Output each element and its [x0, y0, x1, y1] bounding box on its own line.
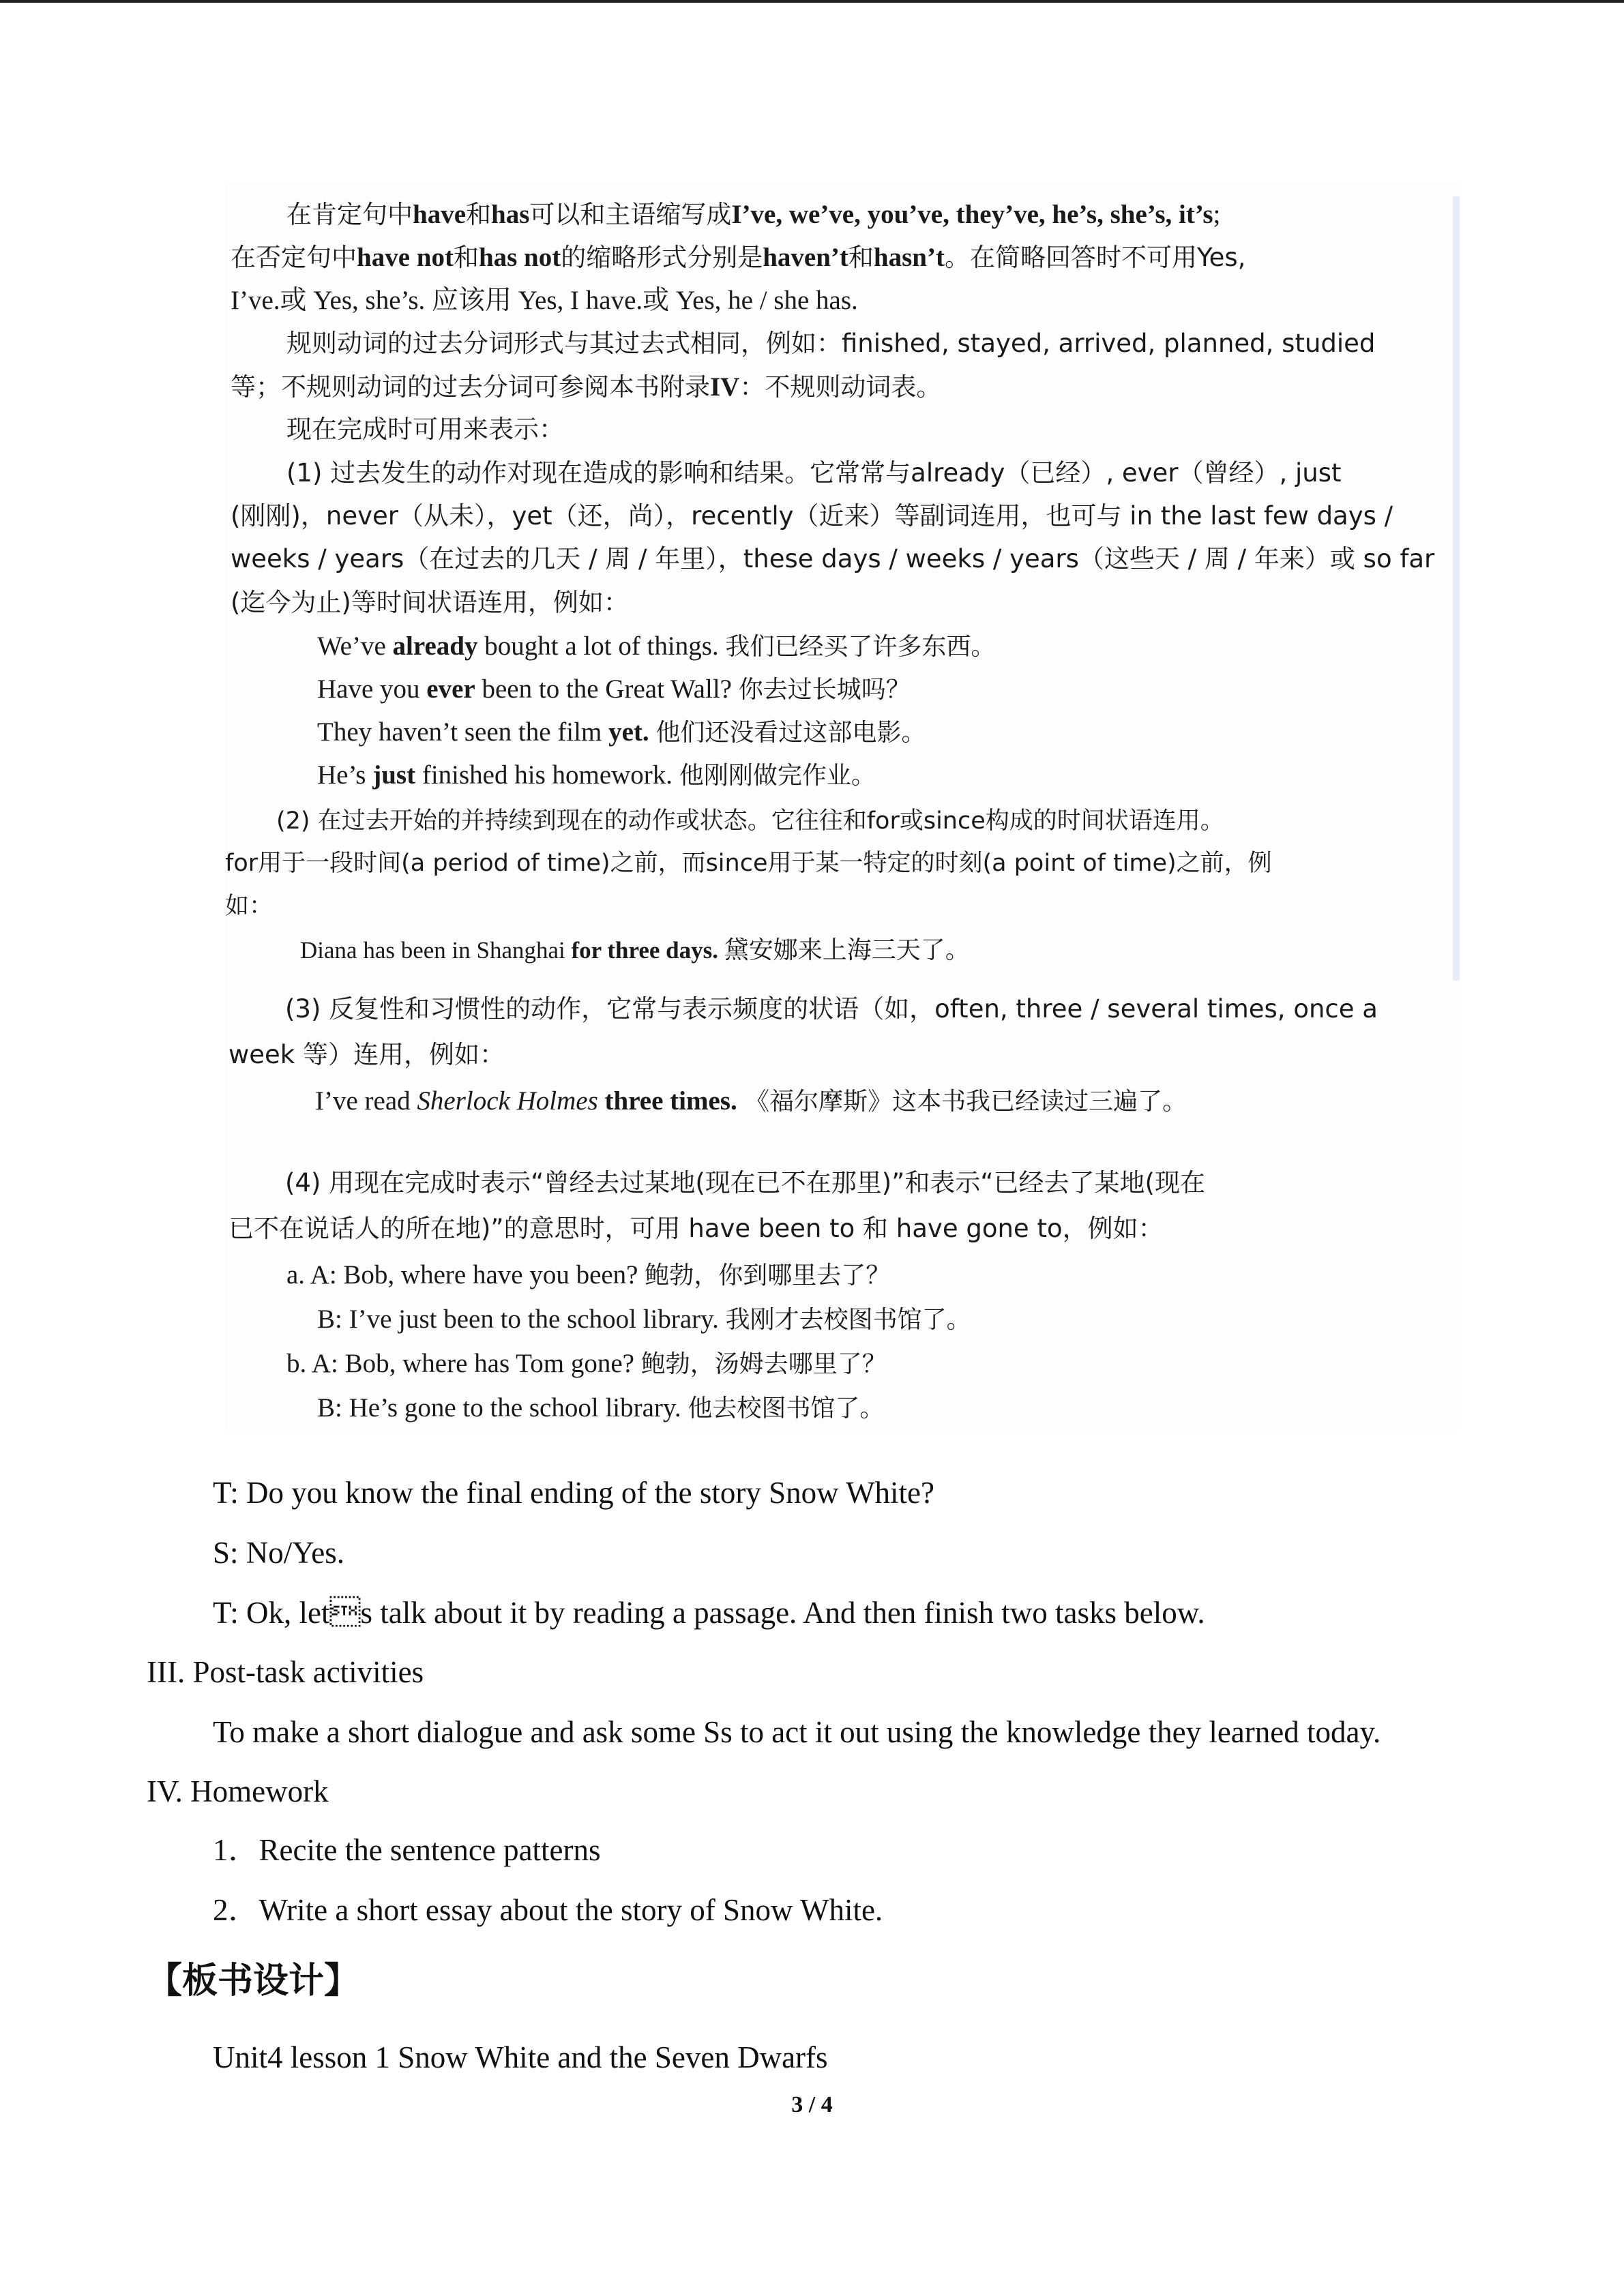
grammar-line-15: week 等）连用，例如： — [228, 1040, 505, 1069]
example-a-answer: B: I’ve just been to the school library. 我刚才去校图书馆了。 — [317, 1304, 971, 1334]
grammar-line-8: (刚刚)，never（从未），yet（还，尚），recently（近来）等副词连用，也可与 in the last few days / — [231, 501, 1393, 531]
section-homework-heading: IV. Homework — [147, 1774, 329, 1808]
scan-edge-shading — [1453, 196, 1460, 981]
grammar-line-9: weeks / years（在过去的几天 / 周 / 年里），these days / weeks / years（这些天 / 周 / 年来）或 so far — [231, 544, 1435, 573]
grammar-line-10: (迄今为止)等时间状语连用，例如： — [231, 588, 629, 617]
blackboard-design-heading: 【板书设计】 — [147, 1960, 360, 2001]
post-task-description: To make a short dialogue and ask some Ss to act it out using the knowledge they learned today. — [213, 1715, 1381, 1749]
homework-item-1: 1．Recite the sentence patterns — [213, 1833, 601, 1867]
example-b-answer: B: He’s gone to the school library. 他去校图书馆了。 — [317, 1393, 885, 1422]
example-ever: Have you ever been to the Great Wall? 你去过长城吗？ — [317, 674, 911, 704]
grammar-line-17: 已不在说话人的所在地)”的意思时，可用 have been to 和 have gone to，例如： — [228, 1214, 1164, 1243]
grammar-line-16: (4) 用现在完成时表示“曾经去过某地(现在已不在那里)”和表示“已经去了某地(现在 — [285, 1168, 1205, 1197]
example-b-question: b. A: Bob, where has Tom gone? 鲍勃，汤姆去哪里了？ — [286, 1349, 887, 1378]
grammar-line-7: (1) 过去发生的动作对现在造成的影响和结果。它常常与already（已经）, ever（曾经）, just — [286, 458, 1342, 488]
grammar-line-4: 规则动词的过去分词形式与其过去式相同，例如：finished, stayed, arrived, planned, studied — [286, 329, 1376, 358]
grammar-line-13: 如： — [225, 893, 274, 920]
grammar-line-11: (2) 在过去开始的并持续到现在的动作或状态。它往往和for或since构成的时间状语连用。 — [276, 807, 1224, 835]
dialogue-teacher-instruction: T: Ok, lets talk about it by reading a passage. And then finish two tasks below. — [213, 1596, 1205, 1630]
page-number: 3 / 4 — [791, 2092, 833, 2117]
example-already: We’ve already bought a lot of things. 我们已经买了许多东西。 — [317, 631, 996, 661]
dialogue-student-answer: S: No/Yes. — [213, 1536, 345, 1570]
example-yet: They haven’t seen the film yet. 他们还没看过这部电影。 — [317, 717, 926, 747]
top-border-rule — [0, 0, 1624, 3]
blackboard-title: Unit4 lesson 1 Snow White and the Seven Dwarfs — [213, 2040, 828, 2074]
section-post-task-heading: III. Post-task activities — [147, 1655, 424, 1689]
grammar-line-3: I’ve.或 Yes, she’s. 应该用 Yes, I have.或 Yes, he / she has. — [231, 286, 858, 315]
example-for: Diana has been in Shanghai for three days. 黛安娜来上海三天了。 — [300, 936, 970, 964]
homework-item-2: 2．Write a short essay about the story of Snow White. — [213, 1893, 883, 1927]
grammar-line-6: 现在完成时可用来表示： — [286, 415, 564, 444]
example-just: He’s just finished his homework. 他刚刚做完作业。 — [317, 760, 876, 790]
dialogue-teacher-question: T: Do you know the final ending of the story Snow White? — [213, 1476, 935, 1510]
grammar-line-14: (3) 反复性和习惯性的动作，它常与表示频度的状语（如，often, three / several times, once a — [285, 994, 1378, 1024]
example-three-times: I’ve read Sherlock Holmes three times. 《福尔摩斯》这本书我已经读过三遍了。 — [315, 1086, 1187, 1116]
grammar-line-2: 在否定句中have not和has not的缩略形式分别是haven’t和hasn’t。在简略回答时不可用Yes, — [231, 243, 1246, 272]
grammar-line-12: for用于一段时间(a period of time)之前，而since用于某一特定的时刻(a point of time)之前，例 — [225, 850, 1272, 877]
grammar-line-5: 等；不规则动词的过去分词可参阅本书附录IV：不规则动词表。 — [231, 372, 942, 402]
grammar-line-1: 在肯定句中have和has可以和主语缩写成I’ve, we’ve, you’ve, they’ve, he’s, she’s, it’s; — [286, 200, 1221, 229]
example-a-question: a. A: Bob, where have you been? 鲍勃，你到哪里去了？ — [286, 1260, 891, 1289]
